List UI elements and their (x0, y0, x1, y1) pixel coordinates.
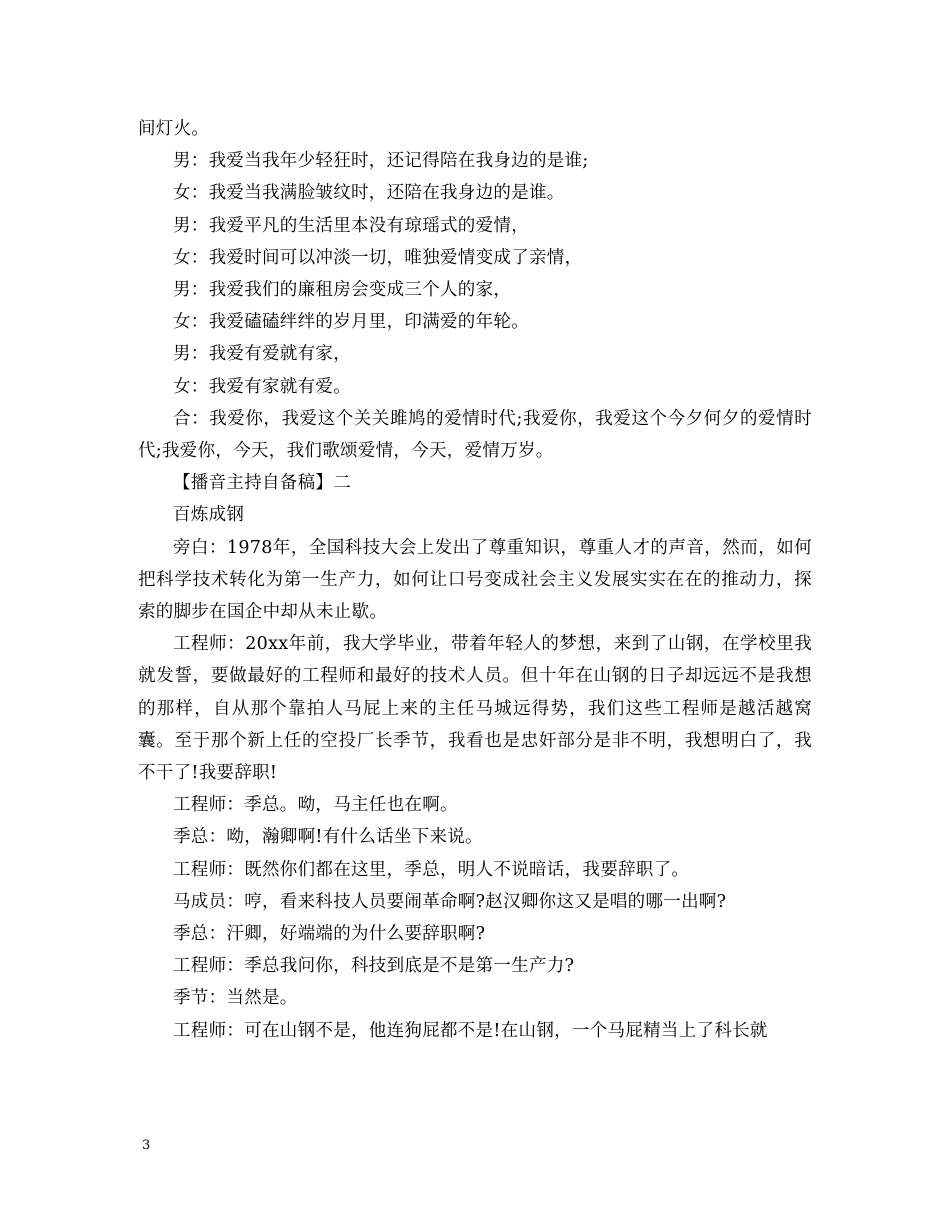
paragraph: 男：我爱有爱就有家， (173, 344, 351, 365)
paragraph: 工程师：既然你们都在这里，季总，明人不说暗话，我要辞职了。 (173, 859, 690, 880)
paragraph: 工程师：20xx年前，我大学毕业，带着年轻人的梦想，来到了山钢，在学校里我就发誓，要做最好的工程师和最好的技术人员。但十年在山钢的日子却远远不是我想的那样，自从那个靠拍人马屁上来的主任马城远得势，我们这些工程师是越活越窝囊。至于那个新上任的空投厂长季节，我看也是忠奸部分是非不明，我想明白了，我不干了!我要辞职! (138, 634, 812, 784)
paragraph: 女：我爱有家就有爱。 (173, 376, 351, 397)
paragraph: 季节：当然是。 (173, 988, 298, 1009)
paragraph: 女：我爱磕磕绊绊的岁月里，印满爱的年轮。 (173, 312, 529, 333)
paragraph: 工程师：可在山钢不是，他连狗屁都不是!在山钢，一个马屁精当上了科长就 (173, 1020, 768, 1041)
paragraph: 合：我爱你，我爱这个关关雎鸠的爱情时代;我爱你，我爱这个今夕何夕的爱情时代;我爱你，今天，我们歌颂爱情，今天，爱情万岁。 (138, 408, 812, 462)
paragraph: 旁白：1978年，全国科技大会上发出了尊重知识，尊重人才的声音，然而，如何把科学技术转化为第一生产力，如何让口号变成社会主义发展实实在在的推动力，探索的脚步在国企中却从未止歇。 (138, 537, 812, 623)
paragraph: 男：我爱当我年少轻狂时，还记得陪在我身边的是谁; (173, 151, 589, 172)
paragraph: 马成员：哼，看来科技人员要闹革命啊?赵汉卿你这又是唱的哪一出啊? (173, 891, 727, 912)
paragraph: 工程师：季总。呦，马主任也在啊。 (173, 795, 458, 816)
paragraph: 工程师：季总我问你，科技到底是不是第一生产力? (173, 956, 575, 977)
page-number: 3 (142, 1138, 151, 1153)
paragraph: 女：我爱时间可以冲淡一切，唯独爱情变成了亲情， (173, 247, 583, 268)
section-title: 百炼成钢 (173, 505, 245, 526)
document-body (138, 113, 812, 1047)
section-heading: 【播音主持自备稿】二 (173, 473, 351, 494)
paragraph: 间灯火。 (138, 119, 210, 139)
paragraph: 季总：呦，瀚卿啊!有什么话坐下来说。 (173, 827, 483, 848)
paragraph: 季总：汗卿，好端端的为什么要辞职啊? (173, 924, 486, 945)
paragraph: 男：我爱我们的廉租房会变成三个人的家， (173, 280, 512, 301)
paragraph: 男：我爱平凡的生活里本没有琼瑶式的爱情， (173, 215, 529, 236)
paragraph: 女：我爱当我满脸皱纹时，还陪在我身边的是谁。 (173, 183, 565, 204)
